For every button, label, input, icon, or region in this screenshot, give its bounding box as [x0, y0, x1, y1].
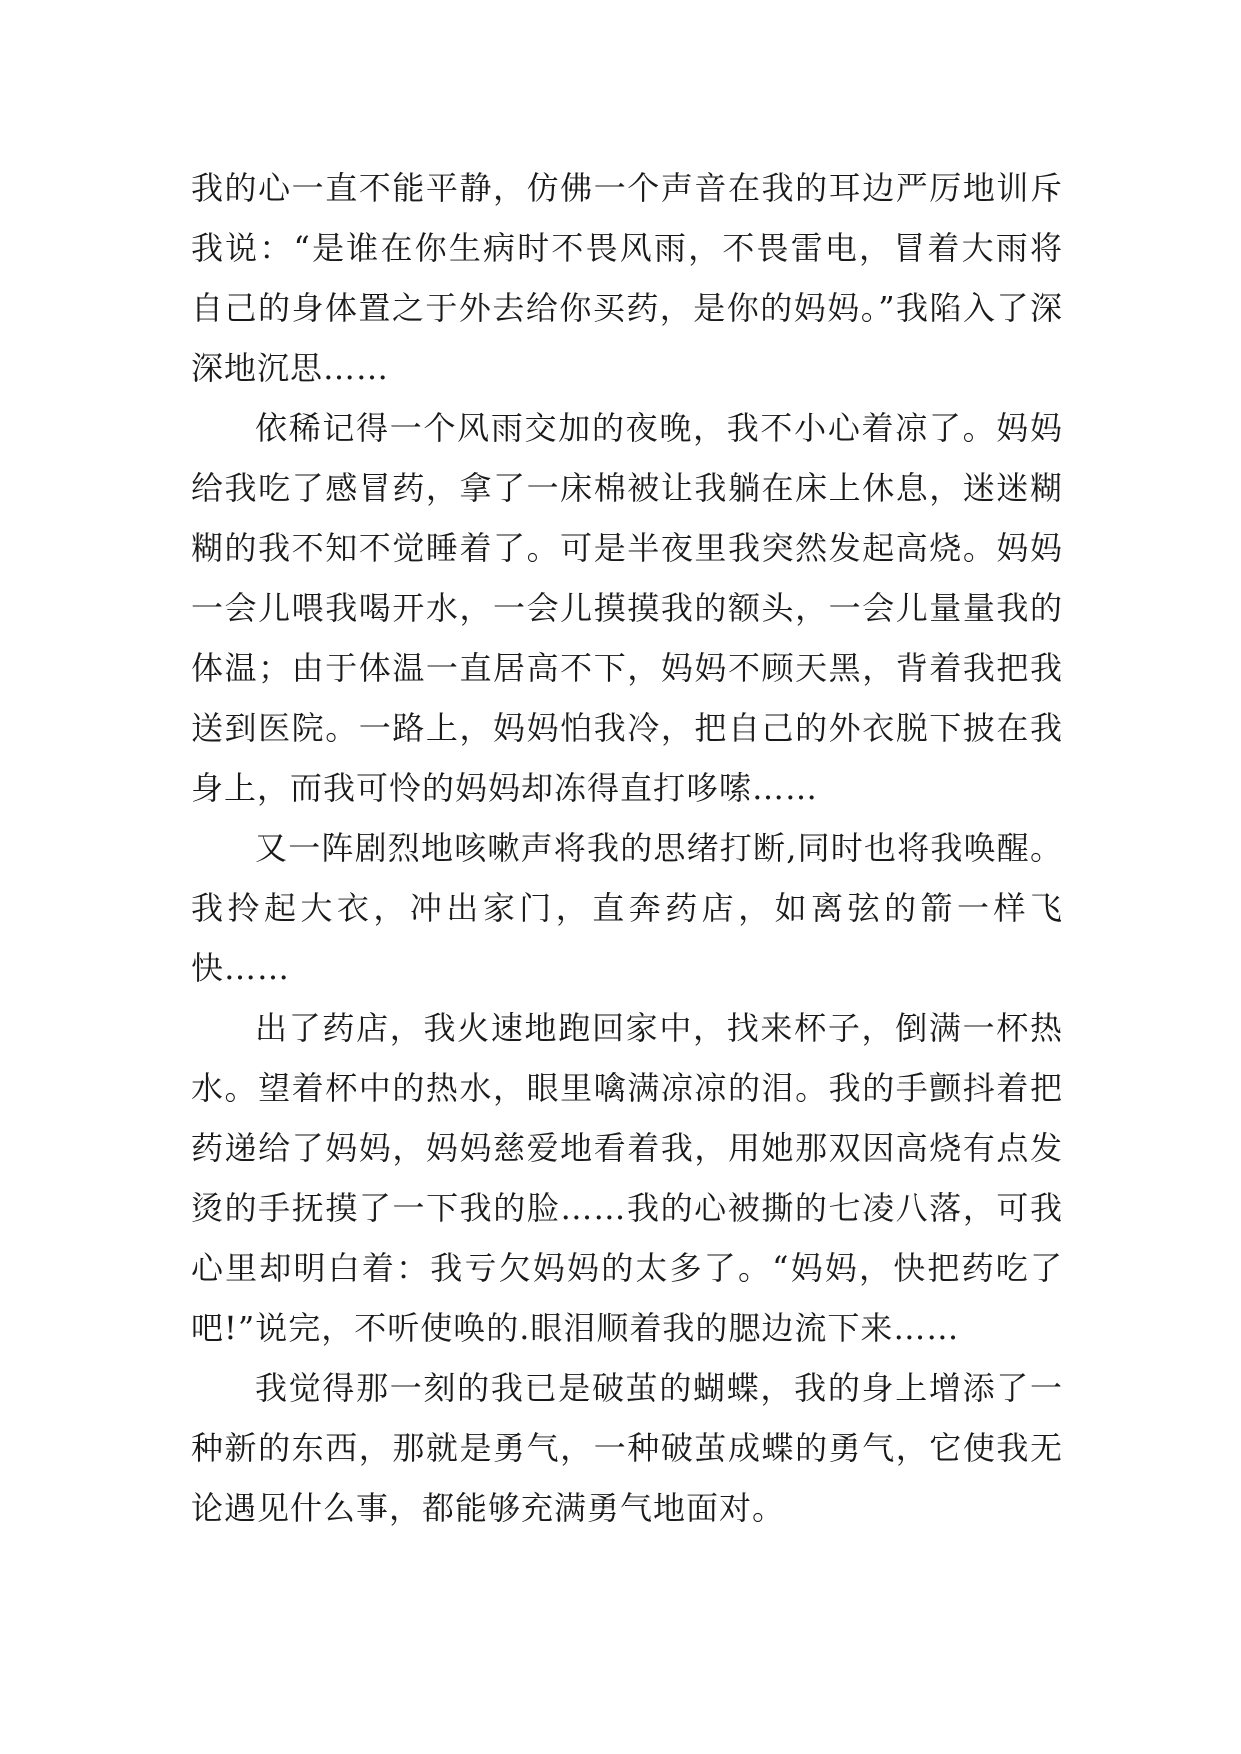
- document-body: [191, 158, 1063, 1538]
- paragraph-3: 又一阵剧烈地咳嗽声将我的思绪打断,同时也将我唤醒。我拎起大衣，冲出家门，直奔药店，如离弦的箭一样飞快……: [191, 829, 1063, 987]
- paragraph-1: 我的心一直不能平静，仿佛一个声音在我的耳边严厉地训斥我说：“是谁在你生病时不畏风雨，不畏雷电，冒着大雨将自己的身体置之于外去给你买药，是你的妈妈。”我陷入了深深地沉思……: [191, 169, 1063, 387]
- paragraph-4: 出了药店，我火速地跑回家中，找来杯子，倒满一杯热水。望着杯中的热水，眼里噙满凉凉的泪。我的手颤抖着把药递给了妈妈，妈妈慈爱地看着我，用她那双因高烧有点发烫的手抚摸了一下我的脸……我的心被撕的七凌八落，可我心里却明白着：我亏欠妈妈的太多了。“妈妈，快把药吃了吧!”说完，不听使唤的.眼泪顺着我的腮边流下来……: [191, 1009, 1063, 1347]
- paragraph-5: 我觉得那一刻的我已是破茧的蝴蝶，我的身上增添了一种新的东西，那就是勇气，一种破茧成蝶的勇气，它使我无论遇见什么事，都能够充满勇气地面对。: [191, 1369, 1063, 1527]
- paragraph-2: 依稀记得一个风雨交加的夜晚，我不小心着凉了。妈妈给我吃了感冒药，拿了一床棉被让我躺在床上休息，迷迷糊糊的我不知不觉睡着了。可是半夜里我突然发起高烧。妈妈一会儿喂我喝开水，一会儿摸摸我的额头，一会儿量量我的体温；由于体温一直居高不下，妈妈不顾天黑，背着我把我送到医院。一路上，妈妈怕我冷，把自己的外衣脱下披在我身上，而我可怜的妈妈却冻得直打哆嗦……: [191, 409, 1063, 807]
